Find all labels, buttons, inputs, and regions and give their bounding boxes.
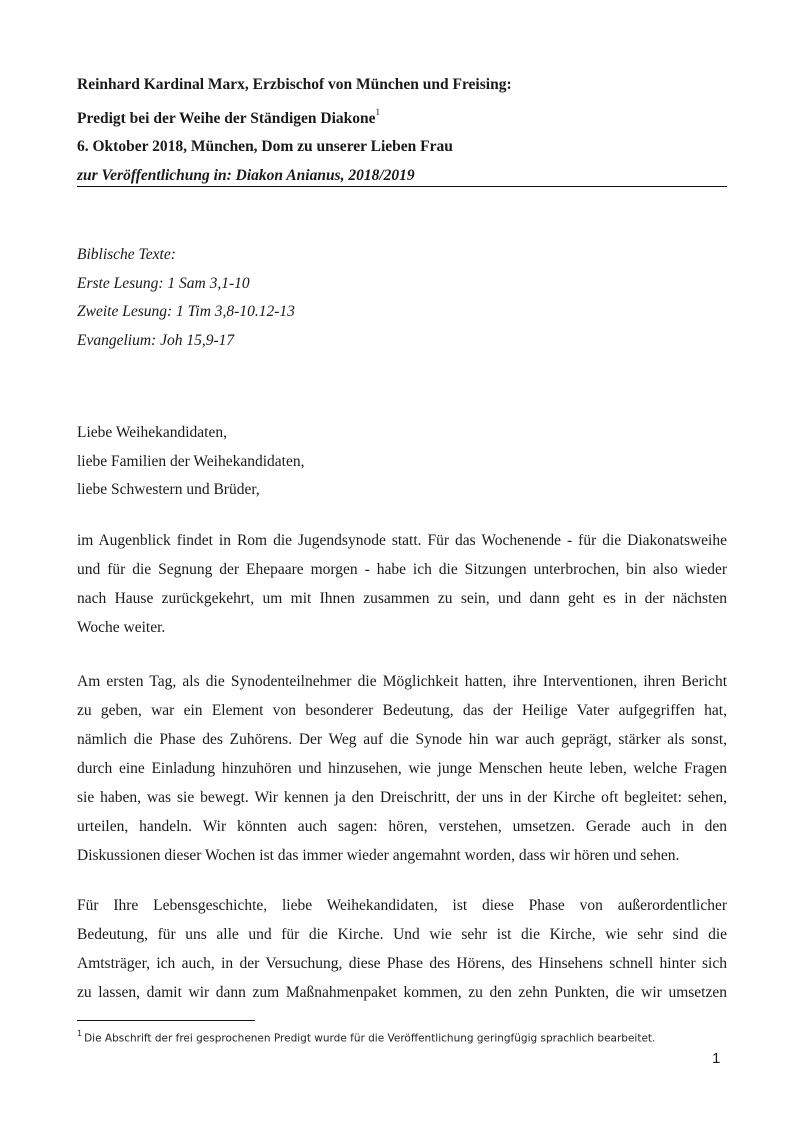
text-line: sie haben, was sie bewegt. Wir kennen ja den Dreischritt, der uns in der Kirche oft begleitet: sehen,	[77, 789, 727, 806]
text-line: nämlich die Phase des Zuhörens. Der Weg auf die Synode hin war auch geprägt, stärker als sonst,	[77, 731, 727, 748]
footnote-text: Die Abschrift der frei gesprochenen Predigt wurde für die Veröffentlichung geringfügig sprachlich bearbeitet.	[84, 1032, 656, 1045]
greeting-line: Liebe Weihekandidaten,	[77, 424, 227, 441]
text-line: Diskussionen dieser Wochen ist das immer wieder angemahnt worden, dass wir hören und sehen.	[77, 847, 680, 864]
header-divider	[77, 186, 727, 187]
page-number: 1	[712, 1050, 721, 1067]
header-date-place: 6. Oktober 2018, München, Dom zu unserer Lieben Frau	[77, 138, 453, 156]
text-line: Amtsträger, ich auch, in der Versuchung, diese Phase des Hörens, des Hinsehens schnell hinter sich	[77, 955, 727, 972]
text-line: Für Ihre Lebensgeschichte, liebe Weihekandidaten, ist diese Phase von außerordentlicher	[77, 897, 727, 914]
paragraph-1	[77, 526, 727, 642]
greeting	[77, 419, 304, 505]
first-reading: Erste Lesung: 1 Sam 3,1-10	[77, 274, 250, 292]
greeting-line: liebe Schwestern und Brüder,	[77, 481, 260, 498]
header-title-text: Predigt bei der Weihe der Ständigen Diakone	[77, 109, 376, 127]
footnote-divider	[77, 1020, 255, 1021]
text-line: urteilen, handeln. Wir könnten auch sagen: hören, verstehen, umsetzen. Gerade auch in den	[77, 818, 727, 835]
footnote-marker: 1	[77, 1029, 83, 1038]
text-line: Woche weiter.	[77, 619, 166, 636]
footnote	[77, 1027, 655, 1047]
second-reading: Zweite Lesung: 1 Tim 3,8-10.12-13	[77, 303, 295, 320]
text-line: im Augenblick findet in Rom die Jugendsynode statt. Für das Wochenende - für die Diakonatsweihe	[77, 532, 727, 549]
text-line: durch eine Einladung hinzuhören und hinzusehen, wie junge Menschen heute leben, welche Fragen	[77, 760, 727, 777]
text-line: Bedeutung, für uns alle und für die Kirche. Und wie sehr ist die Kirche, wie sehr sind die	[77, 926, 727, 943]
gospel-reading: Evangelium: Joh 15,9-17	[77, 331, 235, 349]
document-header	[77, 71, 727, 190]
text-line: Am ersten Tag, als die Synodenteilnehmer die Möglichkeit hatten, ihre Interventionen, ihren Bericht	[77, 673, 727, 690]
footnote-reference[interactable]: 1	[375, 106, 381, 117]
text-line: und für die Segnung der Ehepaare morgen - habe ich die Sitzungen unterbrochen, bin also wieder	[77, 561, 727, 578]
header-publication: zur Veröffentlichung in: Diakon Anianus, 2018/2019	[77, 166, 415, 184]
text-line: nach Hause zurückgekehrt, um mit Ihnen zusammen zu sein, und dann geht es in der nächsten	[77, 590, 727, 607]
paragraph-2	[77, 667, 727, 870]
text-line: zu lassen, damit wir dann zum Maßnahmenpaket kommen, zu den zehn Punkten, die wir umsetzen	[77, 984, 727, 1001]
header-title	[77, 100, 727, 134]
bible-texts	[77, 241, 295, 355]
header-author: Reinhard Kardinal Marx, Erzbischof von München und Freising:	[77, 76, 512, 93]
paragraph-3	[77, 891, 727, 1007]
bible-texts-heading: Biblische Texte:	[77, 246, 176, 263]
greeting-line: liebe Familien der Weihekandidaten,	[77, 452, 305, 470]
text-line: zu geben, war ein Element von besonderer Bedeutung, das der Heilige Vater aufgegriffen hat,	[77, 702, 727, 719]
